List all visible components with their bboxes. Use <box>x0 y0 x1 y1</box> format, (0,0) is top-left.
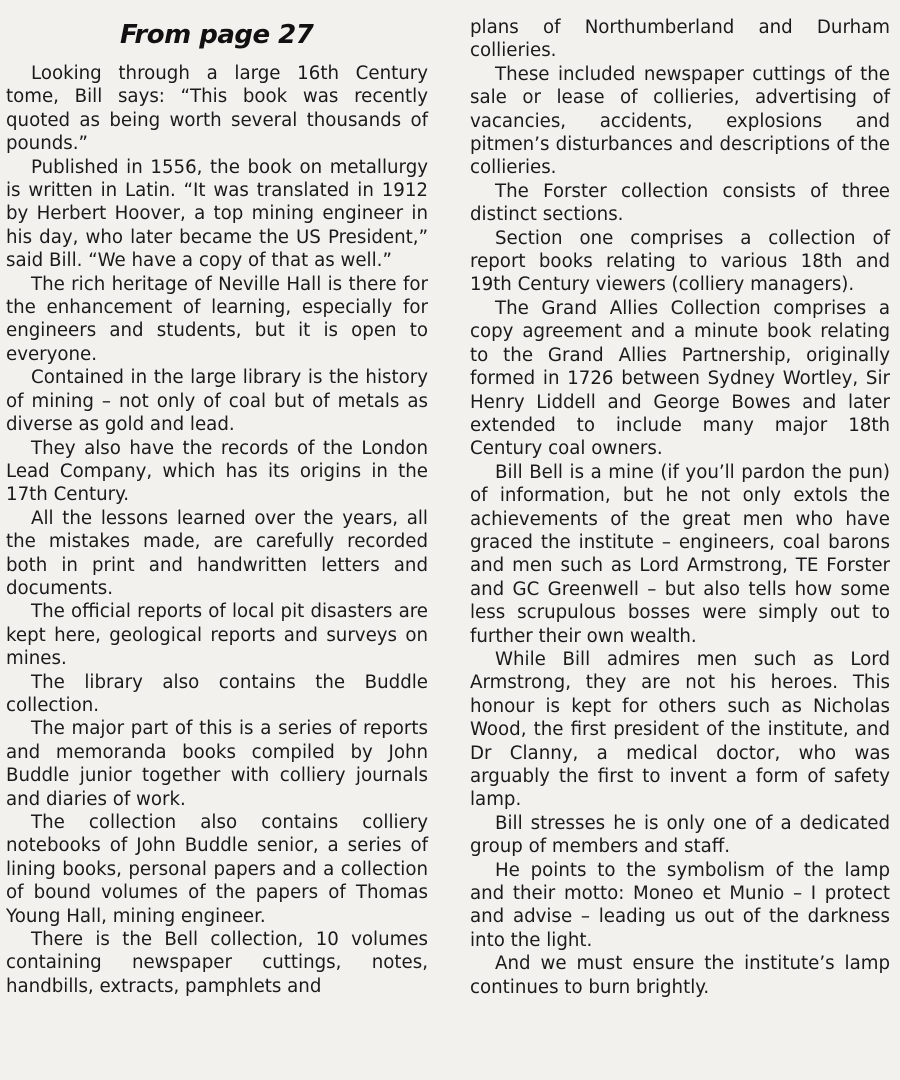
paragraph: The rich heritage of Neville Hall is there for the enhancement of learning, especially for engineers and students, but it is open to everyone. <box>6 273 428 365</box>
paragraph: Contained in the large library is the history of mining – not only of coal but of metals as diverse as gold and lead. <box>6 367 428 436</box>
paragraph: While Bill admires men such as Lord Armstrong, they are not his heroes. This honour is kept for others such as Nicholas Wood, the first president of the institute, and Dr Clanny, a medical doctor, who was arguably the first to invent a form of safety lamp. <box>470 648 890 811</box>
paragraph: Section one comprises a collection of report books relating to various 18th and 19th Century viewers (colliery managers). <box>470 227 890 296</box>
paragraph: The Forster collection consists of three distinct sections. <box>470 180 890 226</box>
paragraph: The Grand Allies Collection comprises a copy agreement and a minute book relating to the Grand Allies Partnership, originally formed in 1726 between Sydney Wortley, Sir Henry Liddell and George Bowes and later extended to include many major 18th Century coal owners. <box>470 297 890 460</box>
paragraph: There is the Bell collection, 10 volumes containing newspaper cuttings, notes, handbills, extracts, pamphlets and <box>6 929 428 997</box>
paragraph: Bill Bell is a mine (if you’ll pardon the pun) of information, but he not only extols the achievements of the great men who have graced the institute – engineers, coal barons and men such as Lord Armstrong, TE Forster and GC Greenwell – but also tells how some less scrupulous bosses were simply out to further their own wealth. <box>470 461 890 647</box>
paragraph: The major part of this is a series of reports and memoranda books compiled by John Buddle junior together with colliery journals and diaries of work. <box>6 718 428 810</box>
paragraph: The library also contains the Buddle collection. <box>6 671 428 716</box>
paragraph: And we must ensure the institute’s lamp continues to burn brightly. <box>470 953 890 998</box>
paragraph: He points to the symbolism of the lamp and their motto: Moneo et Munio – I protect and advise – leading us out of the darkness into the light. <box>470 859 890 951</box>
continued-paragraph: plans of Northumberland and Durham collieries. <box>470 17 890 62</box>
paragraph: All the lessons learned over the years, all the mistakes made, are carefully recorded both in print and handwritten letters and documents. <box>6 507 428 599</box>
left-column-body <box>6 62 428 998</box>
paragraph: The collection also contains colliery notebooks of John Buddle senior, a series of lining books, personal papers and a collection of bound volumes of the papers of Thomas Young Hall, mining engineer. <box>6 812 428 927</box>
paragraph: Bill stresses he is only one of a dedicated group of members and staff. <box>470 812 890 858</box>
paragraph: Published in 1556, the book on metallurgy is written in Latin. “It was translated in 1912 by Herbert Hoover, a top mining engineer in his day, who later became the US President,” said Bill. “We have a copy of that as well.” <box>6 156 428 272</box>
paragraph: Looking through a large 16th Century tome, Bill says: “This book was recently quoted as being worth several thousands of pounds.” <box>6 63 428 155</box>
paragraph: The official reports of local pit disasters are kept here, geological reports and surveys on mines. <box>6 601 428 670</box>
paragraph: They also have the records of the London Lead Company, which has its origins in the 17th Century. <box>6 437 428 506</box>
paragraph: These included newspaper cuttings of the sale or lease of collieries, advertising of vacancies, accidents, explosions and pitmen’s disturbances and descriptions of the collieries. <box>470 63 890 179</box>
left-column <box>6 0 428 998</box>
right-column <box>470 0 890 999</box>
article-heading: From page 27 <box>120 20 314 50</box>
